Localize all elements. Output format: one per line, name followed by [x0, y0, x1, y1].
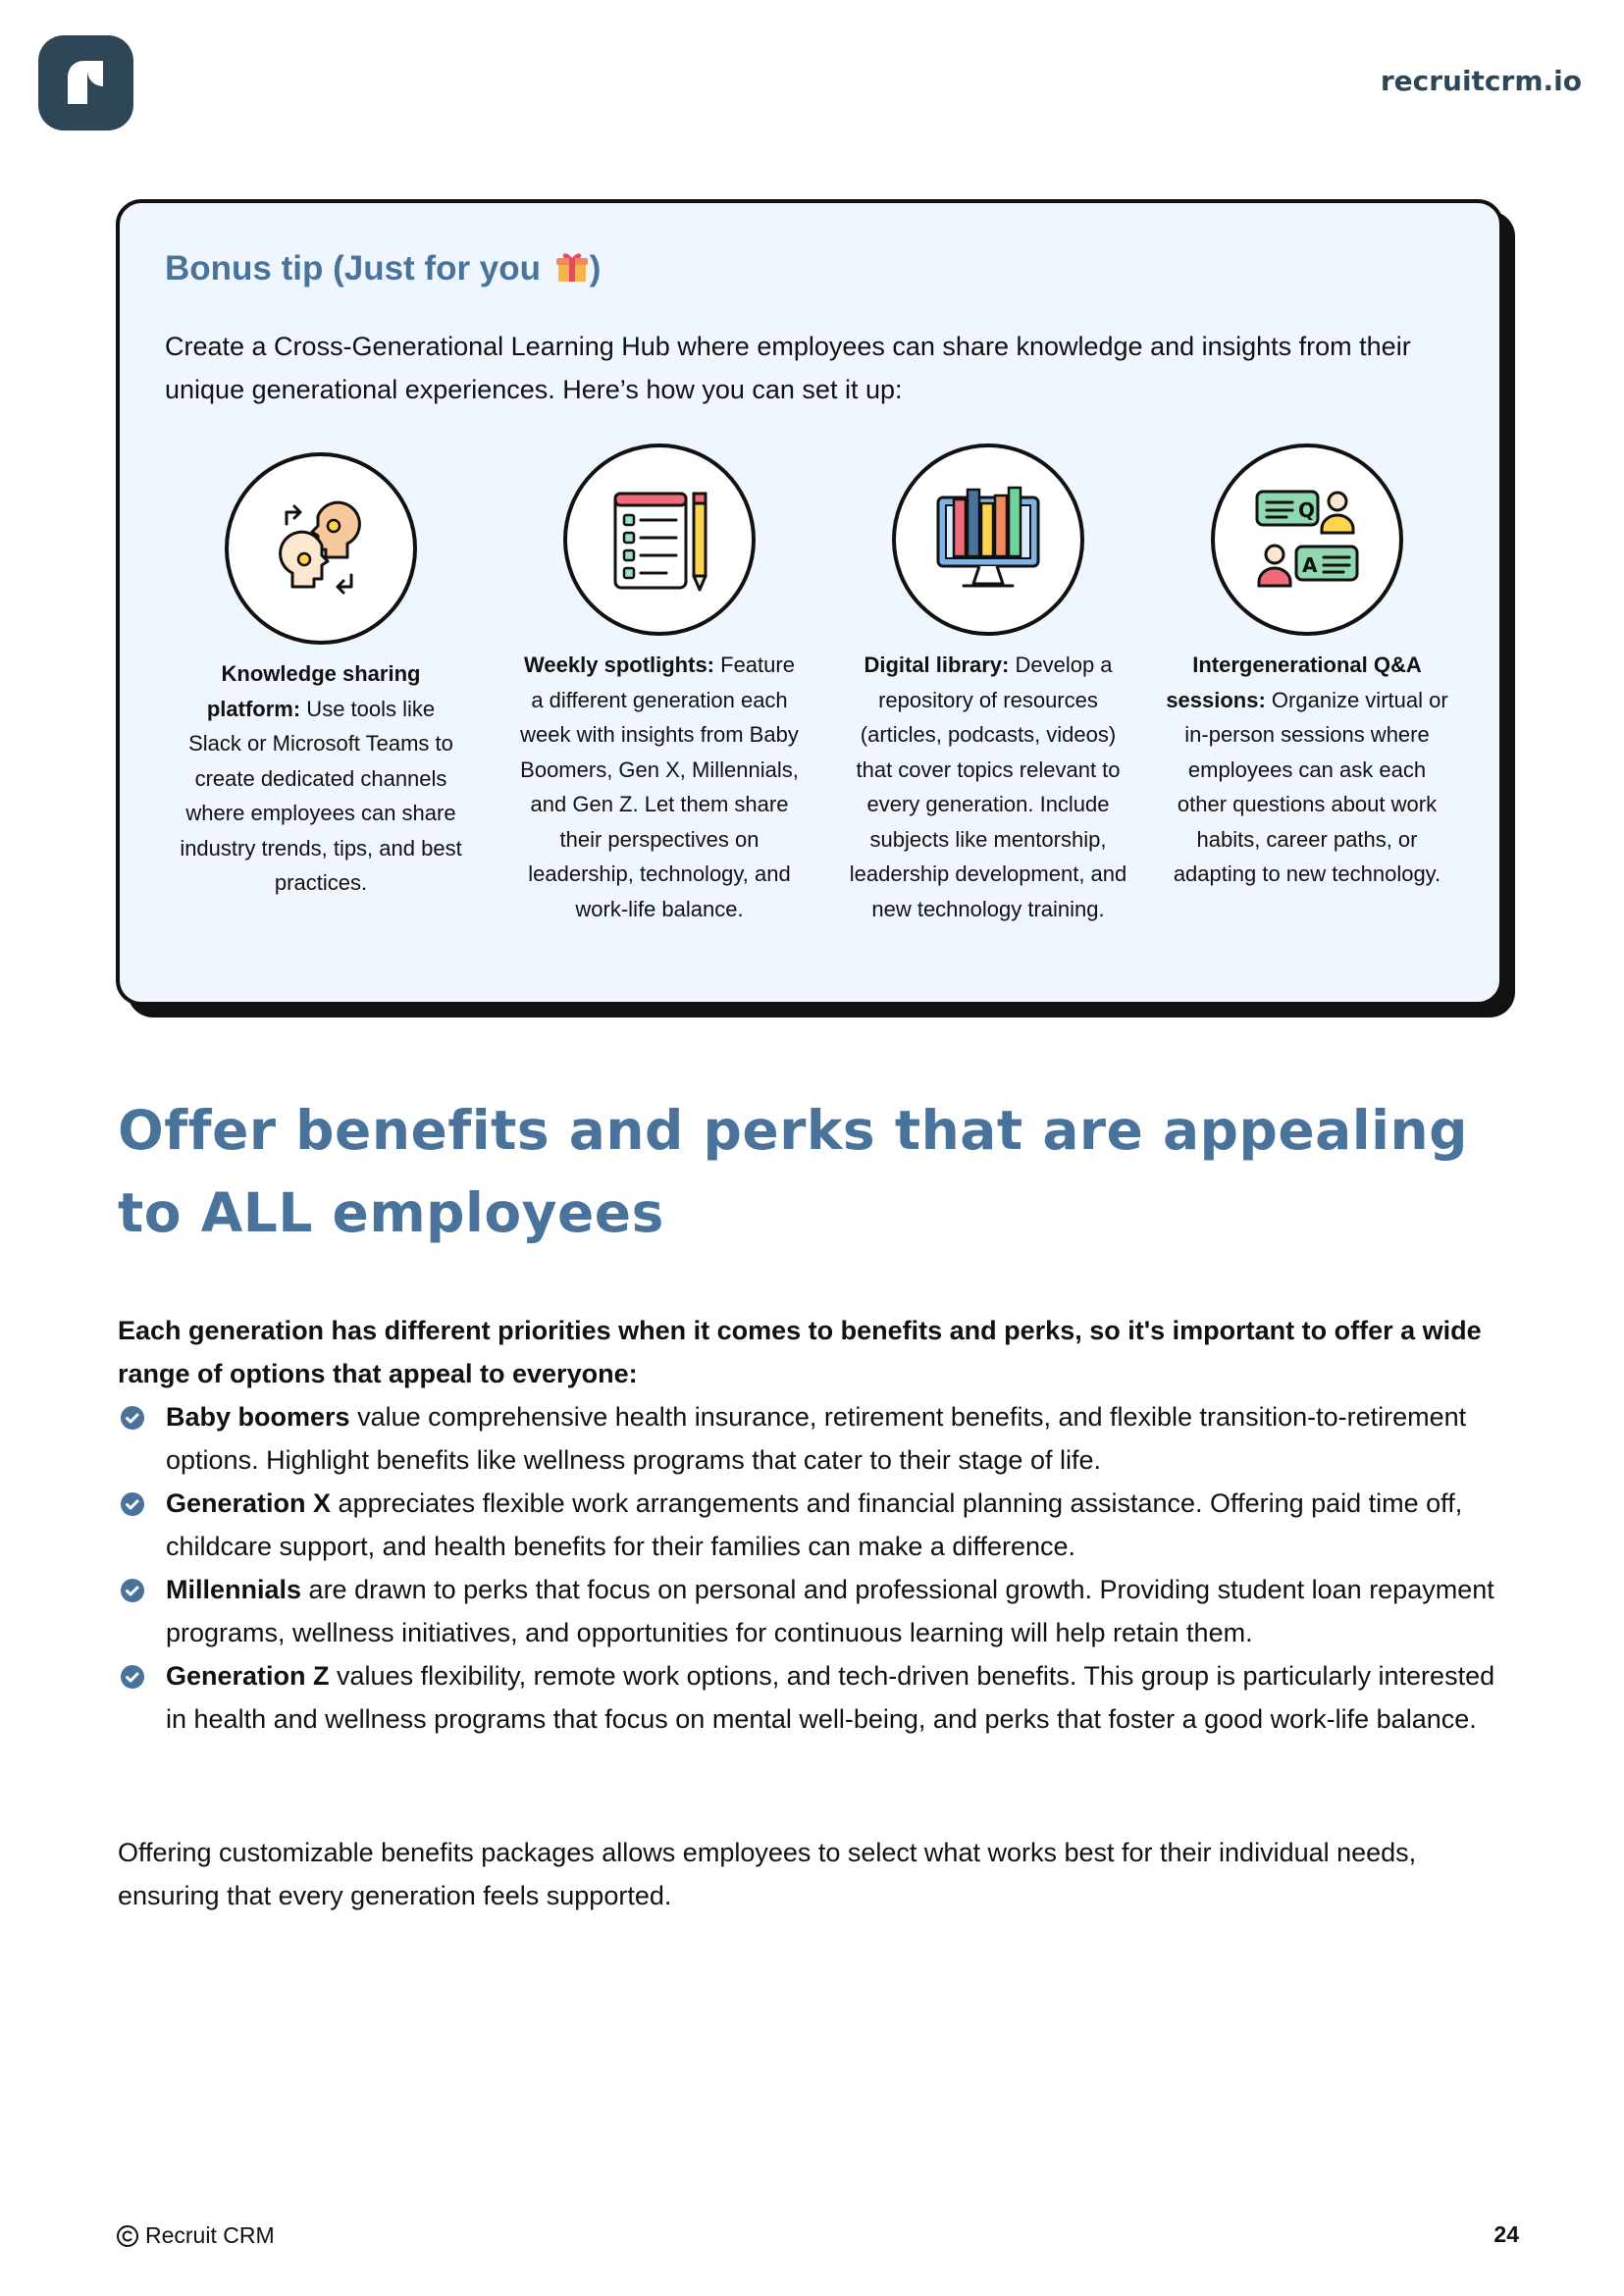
- tip-text: Digital library: Develop a repository of resources (articles, podcasts, videos) that cover topics relevant to every generation. Include subjects like mentorship, leadership development, and new technology training.: [849, 652, 1127, 921]
- checklist-pencil-icon: [596, 476, 723, 603]
- check-circle-icon: [120, 1664, 145, 1690]
- tip-item-digital-library: [846, 439, 1130, 926]
- tip-item-qa-sessions: [1165, 439, 1449, 892]
- bonus-tip-box: [116, 199, 1503, 1006]
- check-circle-icon: [120, 1578, 145, 1603]
- qa-chat-icon: [1243, 476, 1371, 603]
- copyright-icon: [116, 2224, 139, 2248]
- tip-title: Bonus tip (Just for you ): [165, 249, 602, 287]
- svg-text:A: A: [1302, 553, 1318, 577]
- list-item: Generation Z values flexibility, remote work options, and tech-driven benefits. This group is particularly interested in health and wellness programs that focus on mental well-being, and perks that foster a good work-life balance.: [118, 1654, 1511, 1741]
- tip-intro: Create a Cross-Generational Learning Hub where employees can share knowledge and insights from their unique generational experiences. Here’s how you can set it up:: [165, 332, 1411, 404]
- digital-library-icon: [924, 476, 1052, 603]
- gift-icon: [554, 248, 590, 284]
- knowledge-sharing-icon: [257, 485, 385, 612]
- page-number: 24: [1493, 2221, 1519, 2247]
- check-circle-icon: [120, 1405, 145, 1431]
- brand-url: recruitcrm.io: [1380, 65, 1582, 97]
- list-item: Baby boomers value comprehensive health insurance, retirement benefits, and flexible transition-to-retirement options. Highlight benefits like wellness programs that cater to their stage of life.: [118, 1395, 1511, 1482]
- tip-icon-circle: [892, 444, 1084, 636]
- benefits-list: [118, 1395, 1511, 1741]
- list-item: Millennials are drawn to perks that focus on personal and professional growth. Providing student loan repayment programs, wellness initiatives, and opportunities for continuous learning will help retain them.: [118, 1568, 1511, 1654]
- section-heading: Offer benefits and perks that are appealing to ALL employees: [118, 1099, 1469, 1244]
- tip-text: Knowledge sharing platform: Use tools like Slack or Microsoft Teams to create dedicated channels where employees can share industry trends, tips, and best practices.: [180, 661, 462, 895]
- tip-item-knowledge-sharing: [179, 448, 463, 901]
- tip-icon-circle: [563, 444, 756, 636]
- tip-item-weekly-spotlights: [517, 439, 802, 926]
- tip-icon-circle: [1211, 444, 1403, 636]
- tip-text: Intergenerational Q&A sessions: Organize virtual or in-person sessions where employees can ask each other questions about work habits, career paths, or adapting to new technology.: [1166, 652, 1448, 886]
- svg-text:Q: Q: [1298, 498, 1316, 522]
- section-intro: Each generation has different priorities when it comes to benefits and perks, so it's important to offer a wide range of options that appeal to everyone:: [118, 1316, 1482, 1388]
- tip-text: Weekly spotlights: Feature a different generation each week with insights from Baby Boomers, Gen X, Millennials, and Gen Z. Let them share their perspectives on leadership, technology, and work-life balance.: [520, 652, 799, 921]
- tip-icon-circle: [225, 452, 417, 645]
- recruitcrm-logo: [38, 35, 133, 130]
- check-circle-icon: [120, 1491, 145, 1517]
- list-item: Generation X appreciates flexible work arrangements and financial planning assistance. Offering paid time off, childcare support, and health benefits for their families can make a difference.: [118, 1482, 1511, 1568]
- closing-paragraph: Offering customizable benefits packages allows employees to select what works best for their individual needs, ensuring that every generation feels supported.: [118, 1838, 1417, 1910]
- footer-copyright: Recruit CRM: [116, 2222, 275, 2249]
